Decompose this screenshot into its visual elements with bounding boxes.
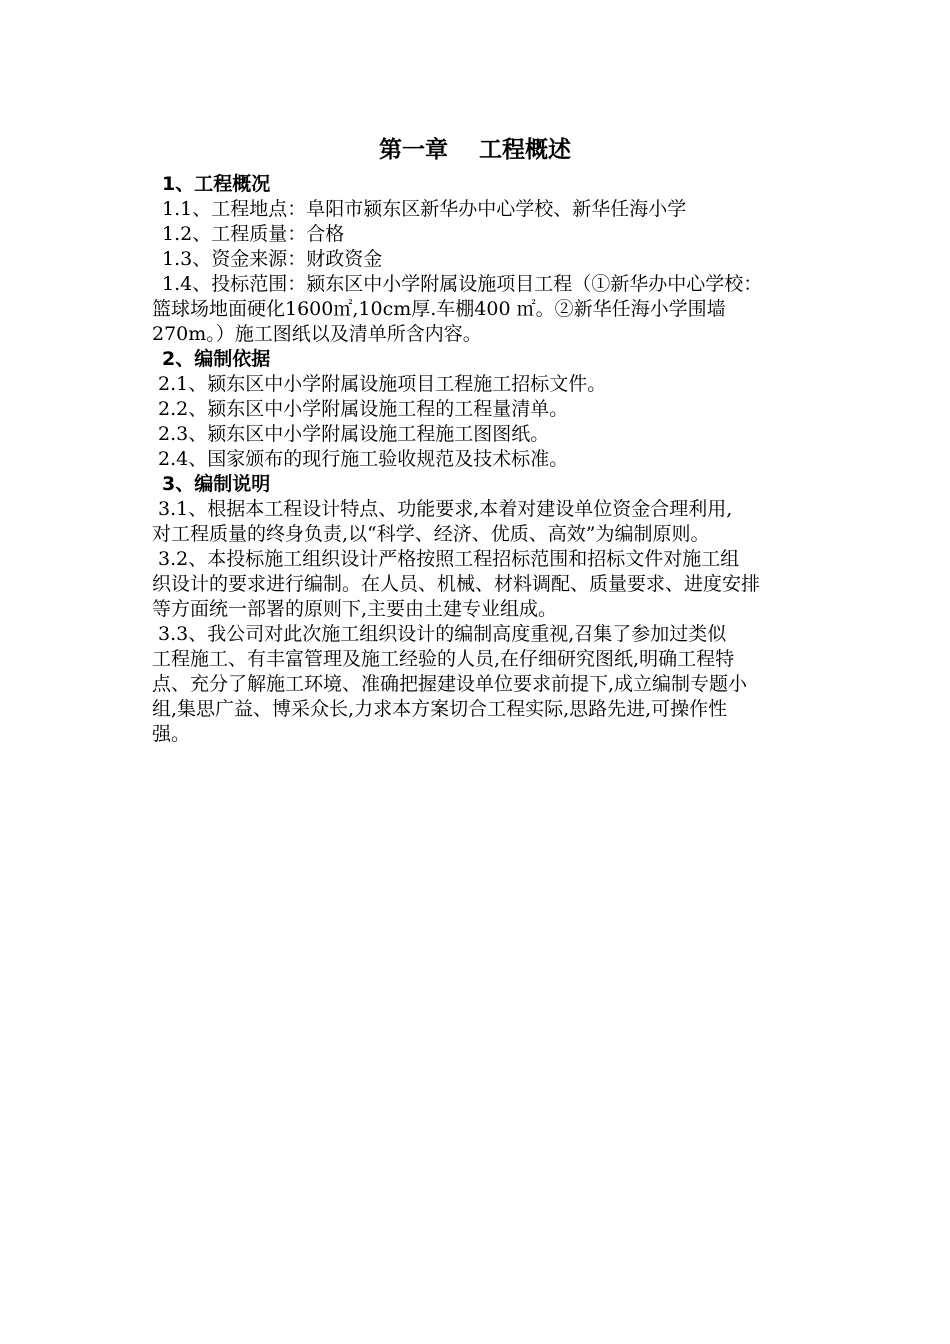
paragraph-line: 点、充分了解施工环境、准确把握建设单位要求前提下,成立编制专题小 [152,673,748,695]
paragraph-line: 3.2、本投标施工组织设计严格按照工程招标范围和招标文件对施工组 [152,548,740,570]
item-quality: 1.2、工程质量：合格 [162,223,345,245]
paragraph-line: 3.3、我公司对此次施工组织设计的编制高度重视,召集了参加过类似 [152,623,727,645]
paragraph-line: 3.1、根据本工程设计特点、功能要求,本着对建设单位资金合理利用, [152,498,733,520]
section-heading-notes: 3、编制说明 [162,473,271,495]
bid-scope-line: 篮球场地面硬化1600㎡,10cm厚.车棚400 ㎡。②新华任海小学围墙 [152,298,726,320]
section-heading-overview: 1、工程概况 [162,173,271,195]
notes-paragraph-3 [152,622,842,747]
chapter-title: 第一章 工程概述 [378,137,571,163]
notes-paragraph-1 [152,497,842,547]
paragraph-line: 组,集思广益、博采众长,力求本方案切合工程实际,思路先进,可操作性 [152,698,728,720]
section-heading-basis: 2、编制依据 [162,348,271,370]
paragraph-line: 强。 [152,723,191,745]
notes-paragraph-2 [152,547,842,622]
basis-item: 2.2、颍东区中小学附属设施工程的工程量清单。 [158,398,569,420]
paragraph-line: 等方面统一部署的原则下,主要由土建专业组成。 [152,598,558,620]
basis-item: 2.3、颍东区中小学附属设施工程施工图图纸。 [158,423,550,445]
basis-item: 2.1、颍东区中小学附属设施项目工程施工招标文件。 [158,373,607,395]
paragraph-line: 对工程质量的终身负责,以“科学、经济、优质、高效”为编制原则。 [152,523,710,545]
paragraph-line: 织设计的要求进行编制。在人员、机械、材料调配、质量要求、进度安排 [152,573,761,595]
document-body [152,172,842,747]
bid-scope-line: 270m。）施工图纸以及清单所含内容。 [152,323,482,345]
bid-scope-line: 1.4、投标范围：颍东区中小学附属设施项目工程（①新华办中心学校： [162,273,763,295]
item-funding: 1.3、资金来源：财政资金 [162,248,383,270]
item-bid-scope [152,272,842,347]
paragraph-line: 工程施工、有丰富管理及施工经验的人员,在仔细研究图纸,明确工程特 [152,648,735,670]
item-location: 1.1、工程地点：阜阳市颍东区新华办中心学校、新华任海小学 [162,198,687,220]
basis-item: 2.4、国家颁布的现行施工验收规范及技术标准。 [158,448,569,470]
